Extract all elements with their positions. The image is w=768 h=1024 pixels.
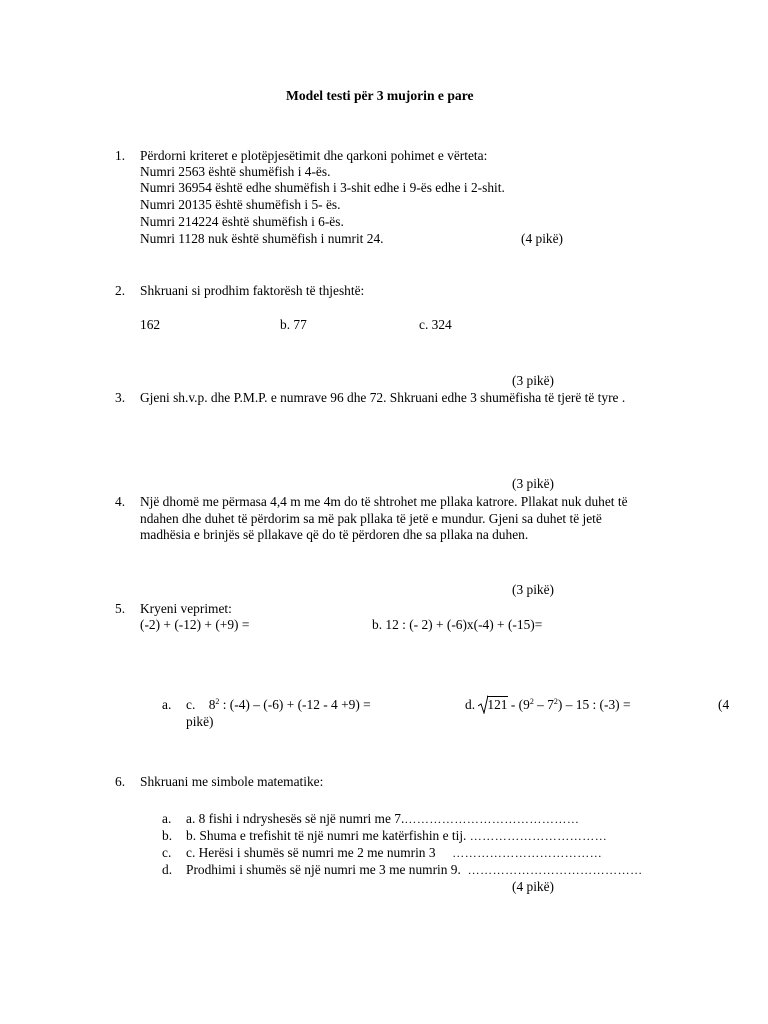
question-2-item-b: b. 77 <box>280 317 307 332</box>
question-5-points-open: (4 <box>718 697 730 712</box>
question-5-item-d-part-2: – 7 <box>533 697 554 712</box>
question-1-statement-1: Numri 2563 është shumëfish i 4-ës. <box>140 164 331 179</box>
question-6-item-d-text: Prodhimi i shumës së një numri me 3 me numrin 9. <box>186 862 461 877</box>
question-5-item-d-exponent-1: 2 <box>529 697 534 706</box>
question-6-item-d-dots: …………………………………… <box>467 863 643 877</box>
square-root-sign <box>478 697 507 714</box>
question-2-item-a: 162 <box>140 317 161 332</box>
question-6-item-b-dots: …………………………… <box>469 829 608 843</box>
question-2-number: 2. <box>115 283 126 298</box>
question-1-points: (4 pikë) <box>521 231 564 246</box>
question-3-text: Gjeni sh.v.p. dhe P.M.P. e numrave 96 dhe 72. Shkruani edhe 3 shumëfisha të tjerë të tyre . <box>140 390 626 405</box>
question-5-item-d-part-1: - (9 <box>507 697 530 712</box>
question-4-line-3: madhësia e brinjës së pllakave që do të përdoren dhe sa pllaka na duhen. <box>140 527 529 542</box>
question-6-item-d <box>186 862 643 879</box>
question-6-text: Shkruani me simbole matematike: <box>140 774 324 789</box>
question-5-item-c-expression: : (-4) – (-6) + (-12 - 4 +9) = <box>219 697 371 712</box>
question-5-points-close: pikë) <box>186 714 214 729</box>
question-6-item-c-text: c. Herësi i shumës së numri me 2 me numrin 3 <box>186 845 436 860</box>
question-6-item-c-marker: c. <box>162 845 172 860</box>
question-6-number: 6. <box>115 774 126 789</box>
question-5-item-d-exponent-2: 2 <box>553 697 558 706</box>
question-4-number: 4. <box>115 494 126 509</box>
question-1-number: 1. <box>115 148 126 163</box>
question-6-item-c <box>186 845 602 862</box>
question-3-number: 3. <box>115 390 126 405</box>
question-5-item-c-base: 8 <box>208 697 216 712</box>
question-5-text: Kryeni veprimet: <box>140 601 232 616</box>
question-6-item-a-marker: a. <box>162 811 172 826</box>
question-6-item-d-marker: d. <box>162 862 173 877</box>
question-5-item-d <box>465 697 631 714</box>
question-5-item-b: b. 12 : (- 2) + (-6)x(-4) + (-15)= <box>372 617 543 632</box>
question-3-points: (3 pikë) <box>512 476 555 491</box>
question-6-item-b <box>186 828 607 845</box>
page-title: Model testi për 3 mujorin e pare <box>286 88 474 103</box>
question-6-item-a <box>186 811 579 828</box>
radical-icon <box>478 695 488 714</box>
question-5-item-c <box>186 697 371 714</box>
question-6-item-c-dots: ……………………………… <box>452 846 603 860</box>
question-2-text: Shkruani si prodhim faktorësh të thjeshtë: <box>140 283 365 298</box>
question-4-line-1: Një dhomë me përmasa 4,4 m me 4m do të shtrohet me pllaka katrore. Pllakat nuk duhet të <box>140 494 628 509</box>
question-5-item-d-label: d. <box>465 697 476 712</box>
question-6-item-a-dots: …………………………………… <box>404 812 580 826</box>
question-4-points: (3 pikë) <box>512 582 555 597</box>
question-5-item-a: (-2) + (-12) + (+9) = <box>140 617 250 632</box>
question-6-item-b-text: b. Shuma e trefishit të një numri me katërfishin e tij. <box>186 828 467 843</box>
question-5-item-d-part-3: ) – 15 : (-3) = <box>557 697 631 712</box>
question-1-statement-3: Numri 20135 është shumëfish i 5- ës. <box>140 197 341 212</box>
question-5-item-d-radicand: 121 <box>487 697 508 712</box>
question-5-item-c-label: c. <box>186 697 196 712</box>
question-1-text: Përdorni kriteret e plotëpjesëtimit dhe qarkoni pohimet e vërteta: <box>140 148 488 163</box>
question-6-points: (4 pikë) <box>512 879 555 894</box>
question-4-line-2: ndahen dhe duhet të përdorim sa më pak pllaka të jetë e mundur. Gjeni sa duhet të jetë <box>140 511 602 526</box>
question-1-statement-5: Numri 1128 nuk është shumëfish i numrit 24. <box>140 231 384 246</box>
question-6-item-a-text: a. 8 fishi i ndryshesës së një numri me 7. <box>186 811 405 826</box>
question-5-list-marker: a. <box>162 697 172 712</box>
question-1-statement-2: Numri 36954 është edhe shumëfish i 3-shit edhe i 9-ës edhe i 2-shit. <box>140 180 505 195</box>
question-5-number: 5. <box>115 601 126 616</box>
question-2-points: (3 pikë) <box>512 373 555 388</box>
question-2-item-c: c. 324 <box>419 317 452 332</box>
question-6-item-b-marker: b. <box>162 828 173 843</box>
question-1-statement-4: Numri 214224 është shumëfish i 6-ës. <box>140 214 344 229</box>
question-5-item-c-exponent: 2 <box>215 697 220 706</box>
